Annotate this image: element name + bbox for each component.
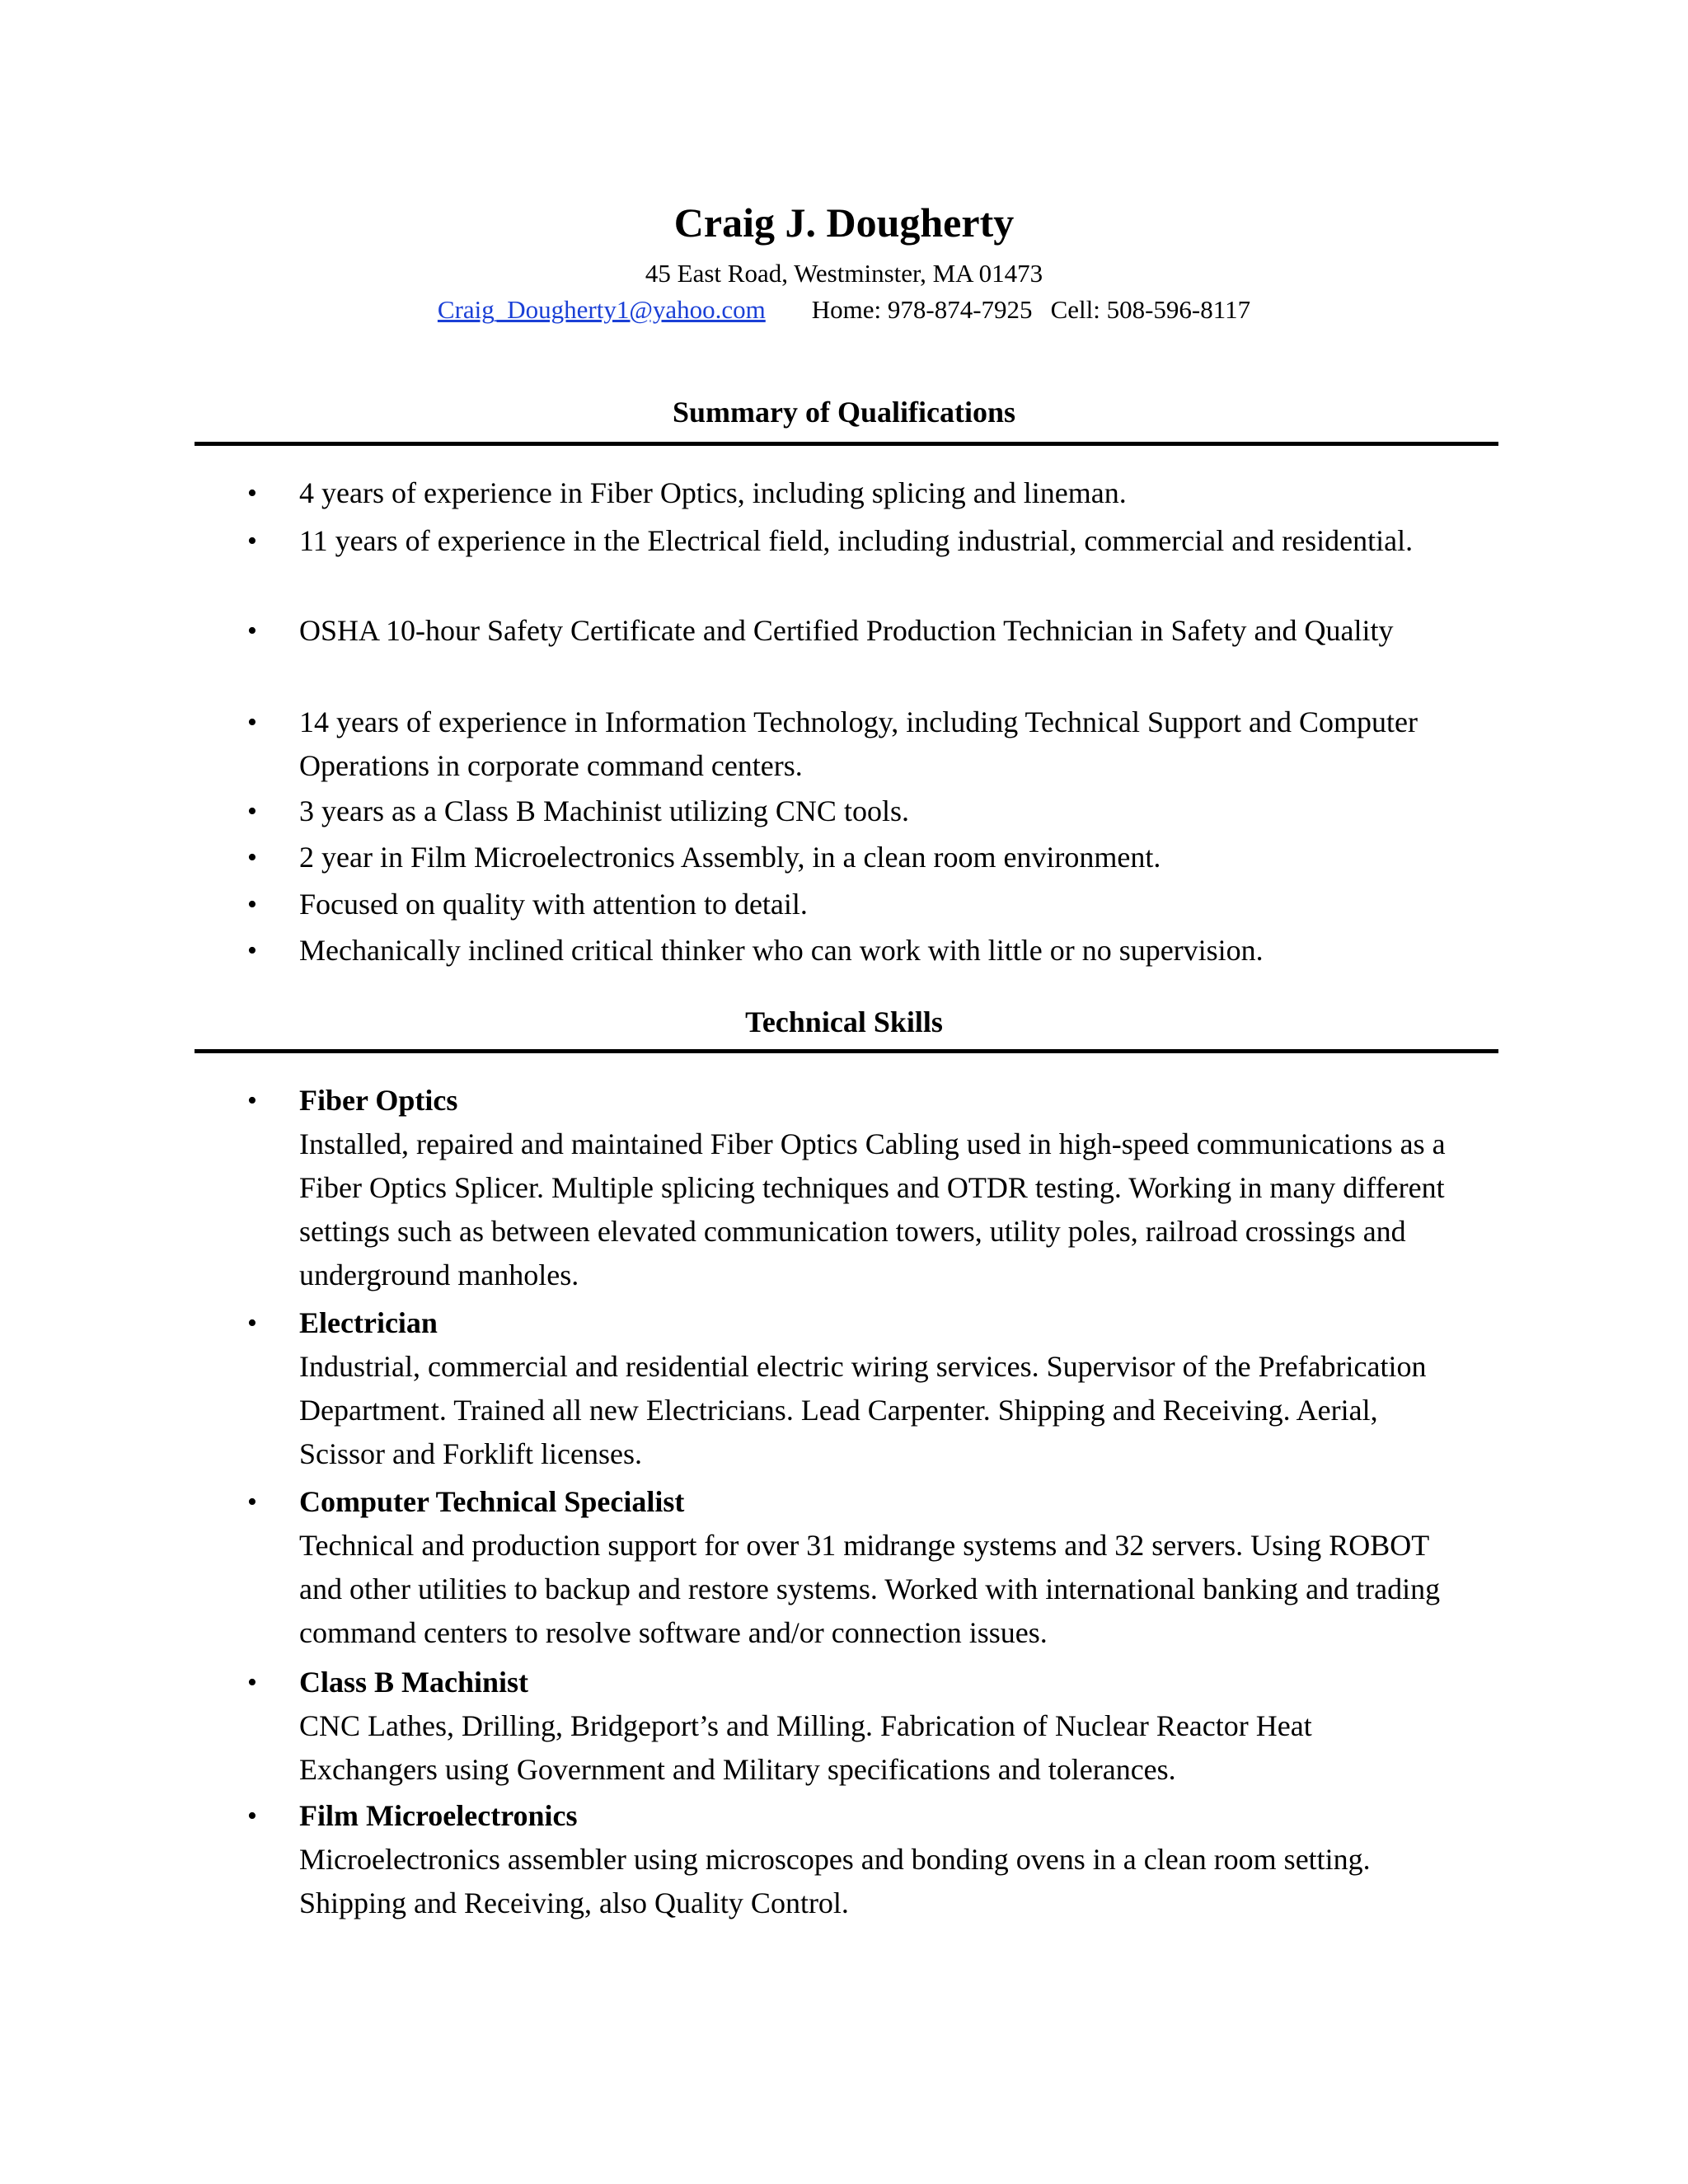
bullet-icon: •	[247, 1085, 257, 1116]
resume-page: Craig J. Dougherty 45 East Road, Westminster, MA 01473 Craig_Dougherty1@yahoo.com Home: 978-874-7925 Cell: 508-596-8117 Summary of Qualifications • 4 years of experience in Fiber Optics, including splicing and lineman. • 11 years of experience in the Electrical field, including industrial, commercial and residential. • OSHA 10-hour Safety Certificate and Certified Production Technician in Safety and Quality • 14 years of experience in Information Technology, including Technical Support and Computer Operations in corporate command centers. • 3 years as a Class B Machinist utilizing CNC tools. • 2 year in Film Microelectronics Assembly, in a clean room environment. • Focused on quality with attention to detail. • Mechanically inclined critical thinker who can work with little or no supervision. Technical Skills • Fiber Optics Installed, repaired and maintained Fiber Optics Cabling used in high-speed communications as a Fiber Optics Splicer. Multiple splicing techniques and OTDR testing. Working in many different settings such as between elevated communication towers, utility poles, railroad crossings and underground manholes. • Electrician Industrial, commercial and residential electric wiring services. Supervisor of the Prefabrication Department. Trained all new Electricians. Lead Carpenter. Shipping and Receiving. Aerial, Scissor and Forklift licenses. • Computer Technical Specialist Technical and production support for over 31 midrange systems and 32 servers. Using ROBOT and other utilities to backup and restore systems. Worked with international banking and trading command centers to resolve software and/or connection issues. • Class B Machinist CNC Lathes, Drilling, Bridgeport’s and Milling. Fabrication of Nuclear Reactor Heat Exchangers using Government and Military specifications and tolerances. • Film Microelectronics Microelectronics assembler using microscopes and bonding ovens in a clean room setting. Shipping and Receiving, also Quality Control.	[0, 0, 1688, 2184]
bullet-icon: •	[247, 889, 257, 920]
skill-description: Installed, repaired and maintained Fiber Optics Cabling used in high-speed communications as a Fiber Optics Splicer. Multiple splicing techniques and OTDR testing. Working in many different settings such as between elevated communication towers, utility poles, railroad crossings and underground manholes.	[299, 1127, 1446, 1291]
email-link[interactable]: Craig_Dougherty1@yahoo.com	[437, 295, 766, 324]
bullet-icon: •	[247, 616, 257, 646]
bullet-icon: •	[247, 1667, 257, 1698]
bullet-icon: •	[247, 1801, 257, 1831]
bullet-icon: •	[247, 842, 257, 873]
skills-section-title: Technical Skills	[745, 1005, 943, 1038]
skill-title: Class B Machinist	[299, 1666, 529, 1699]
skill-title: Film Microelectronics	[299, 1799, 578, 1832]
summary-divider	[195, 442, 1498, 446]
candidate-name: Craig J. Dougherty	[673, 199, 1015, 246]
skill-title: Electrician	[299, 1306, 438, 1339]
bullet-icon: •	[247, 796, 257, 827]
bullet-icon: •	[247, 707, 257, 738]
skills-divider	[195, 1049, 1498, 1053]
summary-section-title: Summary of Qualifications	[672, 396, 1015, 429]
skill-description: Technical and production support for over 31 midrange systems and 32 servers. Using ROBOT and other utilities to backup and restore systems. Worked with international banking and trading command centers to resolve software and/or connection issues.	[299, 1529, 1441, 1649]
bullet-icon: •	[247, 1487, 257, 1517]
contact-line	[0, 293, 1688, 326]
skill-description: CNC Lathes, Drilling, Bridgeport’s and Milling. Fabrication of Nuclear Reactor Heat Exchangers using Government and Military specifications and tolerances.	[299, 1709, 1312, 1786]
skill-title: Fiber Optics	[299, 1084, 458, 1117]
bullet-icon: •	[247, 1308, 257, 1338]
home-phone: Home: 978-874-7925	[811, 295, 1033, 324]
bullet-icon: •	[247, 526, 257, 556]
skill-description: Industrial, commercial and residential electric wiring services. Supervisor of the Prefabrication Department. Trained all new Electricians. Lead Carpenter. Shipping and Receiving. Aerial, Scissor and Forklift licenses.	[299, 1350, 1427, 1470]
cell-phone: Cell: 508-596-8117	[1050, 295, 1251, 324]
bullet-icon: •	[247, 935, 257, 966]
bullet-icon: •	[247, 478, 257, 509]
skill-title: Computer Technical Specialist	[299, 1485, 685, 1518]
skill-description: Microelectronics assembler using microscopes and bonding ovens in a clean room setting. Shipping and Receiving, also Quality Control.	[299, 1843, 1371, 1919]
candidate-address: 45 East Road, Westminster, MA 01473	[645, 259, 1043, 288]
